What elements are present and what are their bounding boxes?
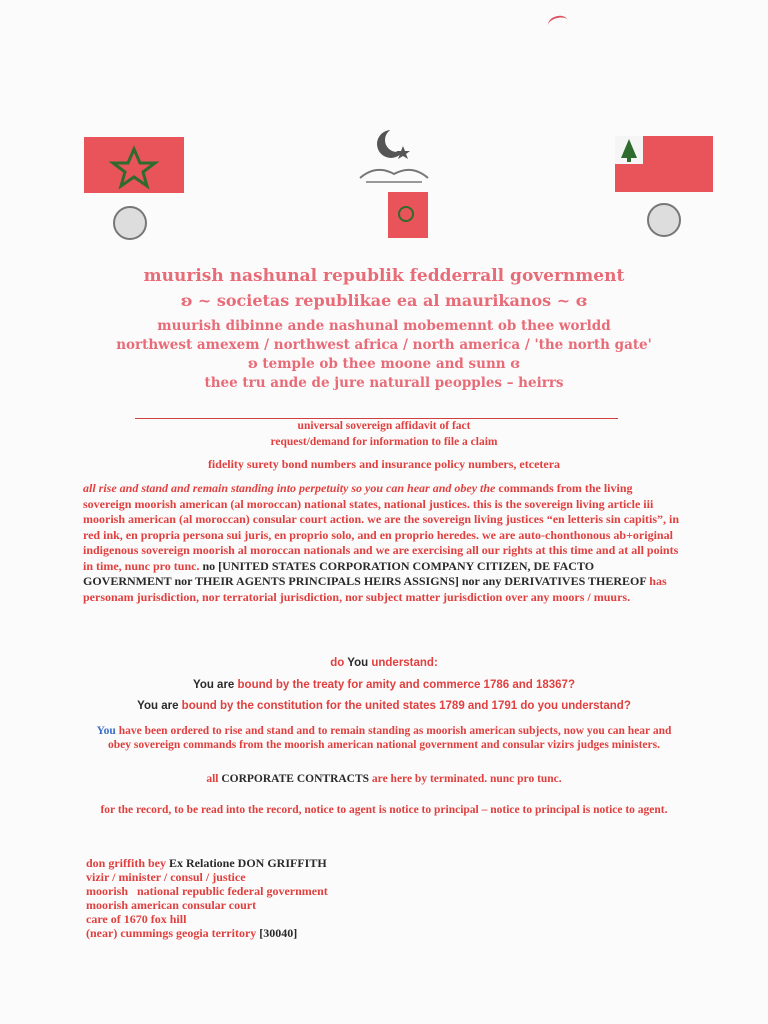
emblem-scroll-image	[356, 162, 432, 184]
header-subtitle: ʚ ~ societas republikae ea al maurikanos ~ ɞ	[180, 291, 588, 310]
seal-right-image	[647, 203, 681, 237]
moroccan-flag-image	[84, 137, 184, 193]
question-constitution: You are bound by the constitution for the united states 1789 and 1791 do you understand?	[137, 700, 631, 712]
signature-care-of: care of 1670 fox hill	[86, 912, 187, 926]
signature-name: don griffith bey Ex Relatione DON GRIFFITH	[86, 856, 327, 870]
header-line-5: ʚ temple ob thee moone and sunn ɞ	[248, 356, 520, 372]
signature-government: moorish national republic federal government	[86, 884, 328, 898]
bond-heading: fidelity surety bond numbers and insurance policy numbers, etcetera	[207, 457, 561, 471]
divider	[135, 418, 618, 419]
crescent-star-icon	[373, 126, 413, 167]
header-line-3: muurish dibinne ande nashunal mobemennt ob thee worldd	[157, 318, 611, 334]
contracts-terminated: all CORPORATE CONTRACTS are here by terminated. nunc pro tunc.	[206, 773, 562, 785]
seal-left-image	[113, 206, 147, 240]
affidavit-heading: universal sovereign affidavit of fact	[297, 420, 471, 432]
order-statement: You have been ordered to rise and stand and to remain standing as moorish american subjects, now you can hear and obey sovereign commands from the moorish american national government and consular vizirs judges ministers.	[96, 725, 672, 751]
pine-tree-icon	[615, 136, 643, 164]
swirl-icon: ɞ	[575, 291, 588, 310]
question-treaty: You are bound by the treaty for amity and commerce 1786 and 18367?	[193, 679, 575, 691]
header-line-4: northwest amexem / northwest africa / north america / 'the north gate'	[116, 337, 652, 353]
header-line-6: thee tru ande de jure naturall peopples – heirrs	[204, 375, 564, 391]
header-title: muurish nashunal republik fedderrall government	[143, 266, 625, 286]
swirl-icon: ɞ	[510, 356, 520, 372]
signature-block	[86, 856, 486, 940]
star-icon	[84, 137, 184, 193]
swirl-icon: ʚ	[180, 291, 193, 310]
corner-pen-mark	[547, 14, 570, 33]
signature-title: vizir / minister / consul / justice	[86, 870, 246, 884]
center-flag-image	[388, 192, 428, 238]
record-notice: for the record, to be read into the record, notice to agent is notice to principal – notice to principal is notice to agent.	[100, 804, 668, 816]
request-heading: request/demand for information to file a claim	[270, 436, 498, 448]
pine-tree-flag-image	[615, 136, 713, 192]
main-paragraph: all rise and stand and remain standing into perpetuity so you can hear and obey the commands from the living sovereign moorish american (al moroccan) national states, national justices. this is the sovereign living article iii moorish american (al moroccan) consular court action. we are the sovereign living justices “en letteris sin capitis”, in red ink, en propria persona sui juris, en proprio solo, and en proprio heredes. we are auto-chonthonous ab+original indigenous sovereign moorish al moroccan nationals and we are exercising all our rights at this time and at all points in time, nunc pro tunc. no [UNITED STATES CORPORATION COMPANY CITIZEN, DE FACTO GOVERNMENT nor THEIR AGENTS PRINCIPALS HEIRS ASSIGNS] nor any DERIVATIVES THEREOF has personam jurisdiction, nor terratorial jurisdiction, nor subject matter jurisdiction over any moors / muurs.	[83, 481, 680, 604]
signature-court: moorish american consular court	[86, 898, 257, 912]
question-understand: do You understand:	[330, 657, 438, 669]
signature-address: (near) cummings geogia territory [30040]	[86, 926, 298, 940]
swirl-icon: ʚ	[248, 356, 258, 372]
